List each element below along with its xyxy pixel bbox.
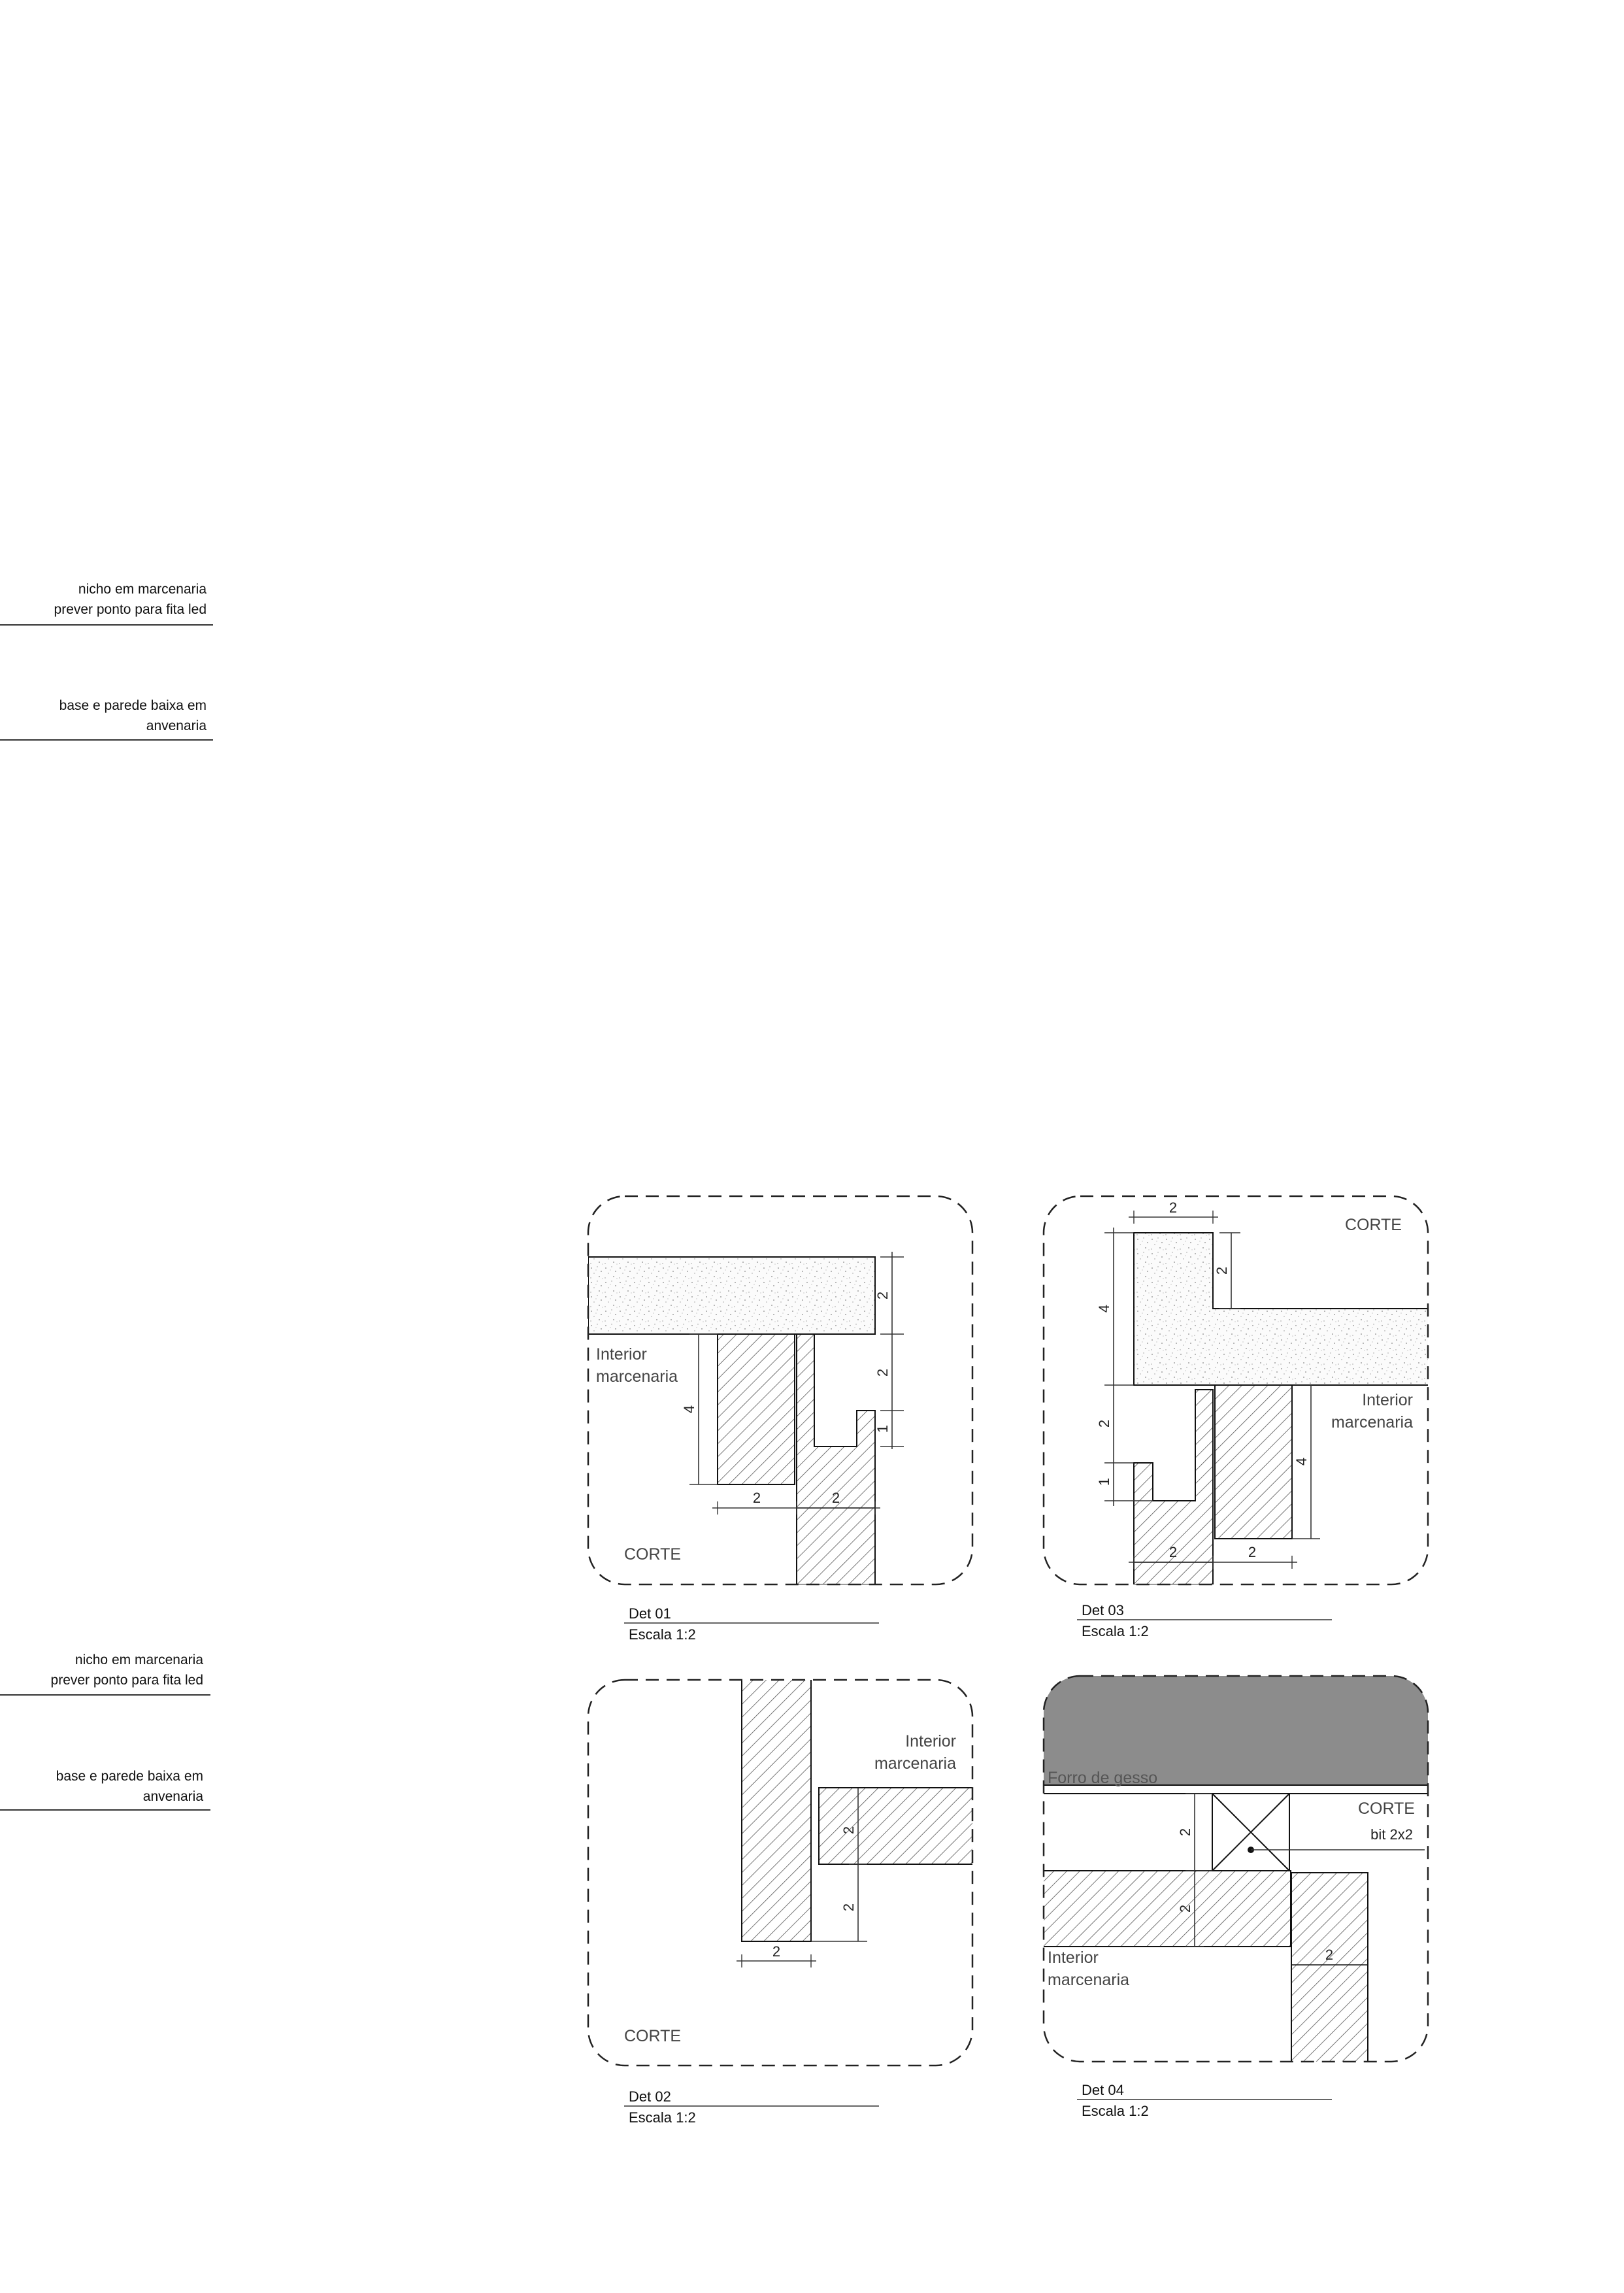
label-marcenaria: marcenaria bbox=[596, 1367, 678, 1386]
vertical-panel bbox=[742, 1673, 811, 1941]
label-corte: CORTE bbox=[1344, 1216, 1402, 1234]
label-corte: CORTE bbox=[624, 2027, 682, 2045]
detail-scale: Escala 1:2 bbox=[1082, 1623, 1149, 1639]
label-bit: bit 2x2 bbox=[1370, 1826, 1413, 1843]
detail-03 bbox=[1044, 1196, 1431, 1639]
dim-top: 2 bbox=[874, 1291, 891, 1300]
label-forro: Forro de gesso bbox=[1048, 1769, 1158, 1787]
detail-01 bbox=[588, 1196, 972, 1643]
dim-width-b: 2 bbox=[831, 1490, 840, 1506]
note-line-text: nicho em marcenaria bbox=[78, 582, 207, 597]
dim-mid: 2 bbox=[874, 1368, 891, 1377]
detail-title: Det 02 bbox=[629, 2088, 671, 2105]
dim-height: 4 bbox=[1096, 1304, 1112, 1313]
detail-title: Det 01 bbox=[629, 1605, 671, 1622]
plaster-ceiling bbox=[1039, 1670, 1431, 1785]
dim-width: 2 bbox=[772, 1943, 781, 1960]
detail-title: Det 04 bbox=[1082, 2082, 1124, 2098]
cabinet-panel bbox=[1215, 1385, 1292, 1539]
detail-02 bbox=[588, 1673, 976, 2126]
label-interior: Interior bbox=[596, 1345, 647, 1364]
dim-small: 1 bbox=[874, 1424, 891, 1433]
note-line-text: anvenaria bbox=[142, 1789, 203, 1804]
note-line-text: prever ponto para fita led bbox=[54, 602, 207, 617]
label-marcenaria: marcenaria bbox=[1048, 1971, 1130, 1989]
detail-04 bbox=[1039, 1670, 1431, 2119]
detail-scale: Escala 1:2 bbox=[1082, 2103, 1149, 2119]
note-line-text: base e parede baixa em bbox=[59, 698, 207, 713]
dim-gap: 2 bbox=[840, 1903, 857, 1912]
dim-beam: 2 bbox=[1177, 1904, 1193, 1913]
dim-width-a: 2 bbox=[752, 1490, 761, 1506]
dim-width-b: 2 bbox=[1248, 1544, 1257, 1560]
detail-title: Det 03 bbox=[1082, 1602, 1124, 1618]
dim-left-mid: 2 bbox=[1096, 1419, 1112, 1428]
stone-slab bbox=[1134, 1233, 1431, 1385]
dim-top: 2 bbox=[1168, 1199, 1178, 1216]
label-interior: Interior bbox=[1362, 1391, 1413, 1409]
note-line-text: nicho em marcenaria bbox=[75, 1652, 203, 1667]
dim-bit: 2 bbox=[1177, 1828, 1193, 1837]
label-interior: Interior bbox=[905, 1732, 956, 1750]
dim-post: 2 bbox=[1325, 1947, 1334, 1963]
detail-scale: Escala 1:2 bbox=[629, 2109, 696, 2126]
l-profile bbox=[797, 1334, 875, 1584]
beam bbox=[1039, 1871, 1291, 1947]
note-line-text: prever ponto para fita led bbox=[50, 1673, 203, 1688]
shelf bbox=[819, 1788, 976, 1864]
dim-right-height: 4 bbox=[1293, 1457, 1310, 1466]
dim-step: 2 bbox=[1214, 1266, 1230, 1275]
dim-height: 4 bbox=[681, 1405, 697, 1414]
detail-scale: Escala 1:2 bbox=[629, 1626, 696, 1643]
note-line-text: anvenaria bbox=[146, 718, 207, 733]
note-line-text: base e parede baixa em bbox=[56, 1769, 203, 1784]
dim-shelf: 2 bbox=[840, 1826, 857, 1835]
label-marcenaria: marcenaria bbox=[874, 1754, 956, 1773]
label-interior: Interior bbox=[1048, 1949, 1099, 1967]
post bbox=[1291, 1873, 1368, 2069]
label-corte: CORTE bbox=[1357, 1799, 1415, 1818]
dim-left-small: 1 bbox=[1096, 1477, 1112, 1486]
dim-width-a: 2 bbox=[1168, 1544, 1178, 1560]
cabinet-panel bbox=[718, 1334, 795, 1484]
label-marcenaria: marcenaria bbox=[1331, 1413, 1413, 1431]
label-corte: CORTE bbox=[624, 1545, 682, 1564]
stone-slab bbox=[588, 1257, 875, 1334]
